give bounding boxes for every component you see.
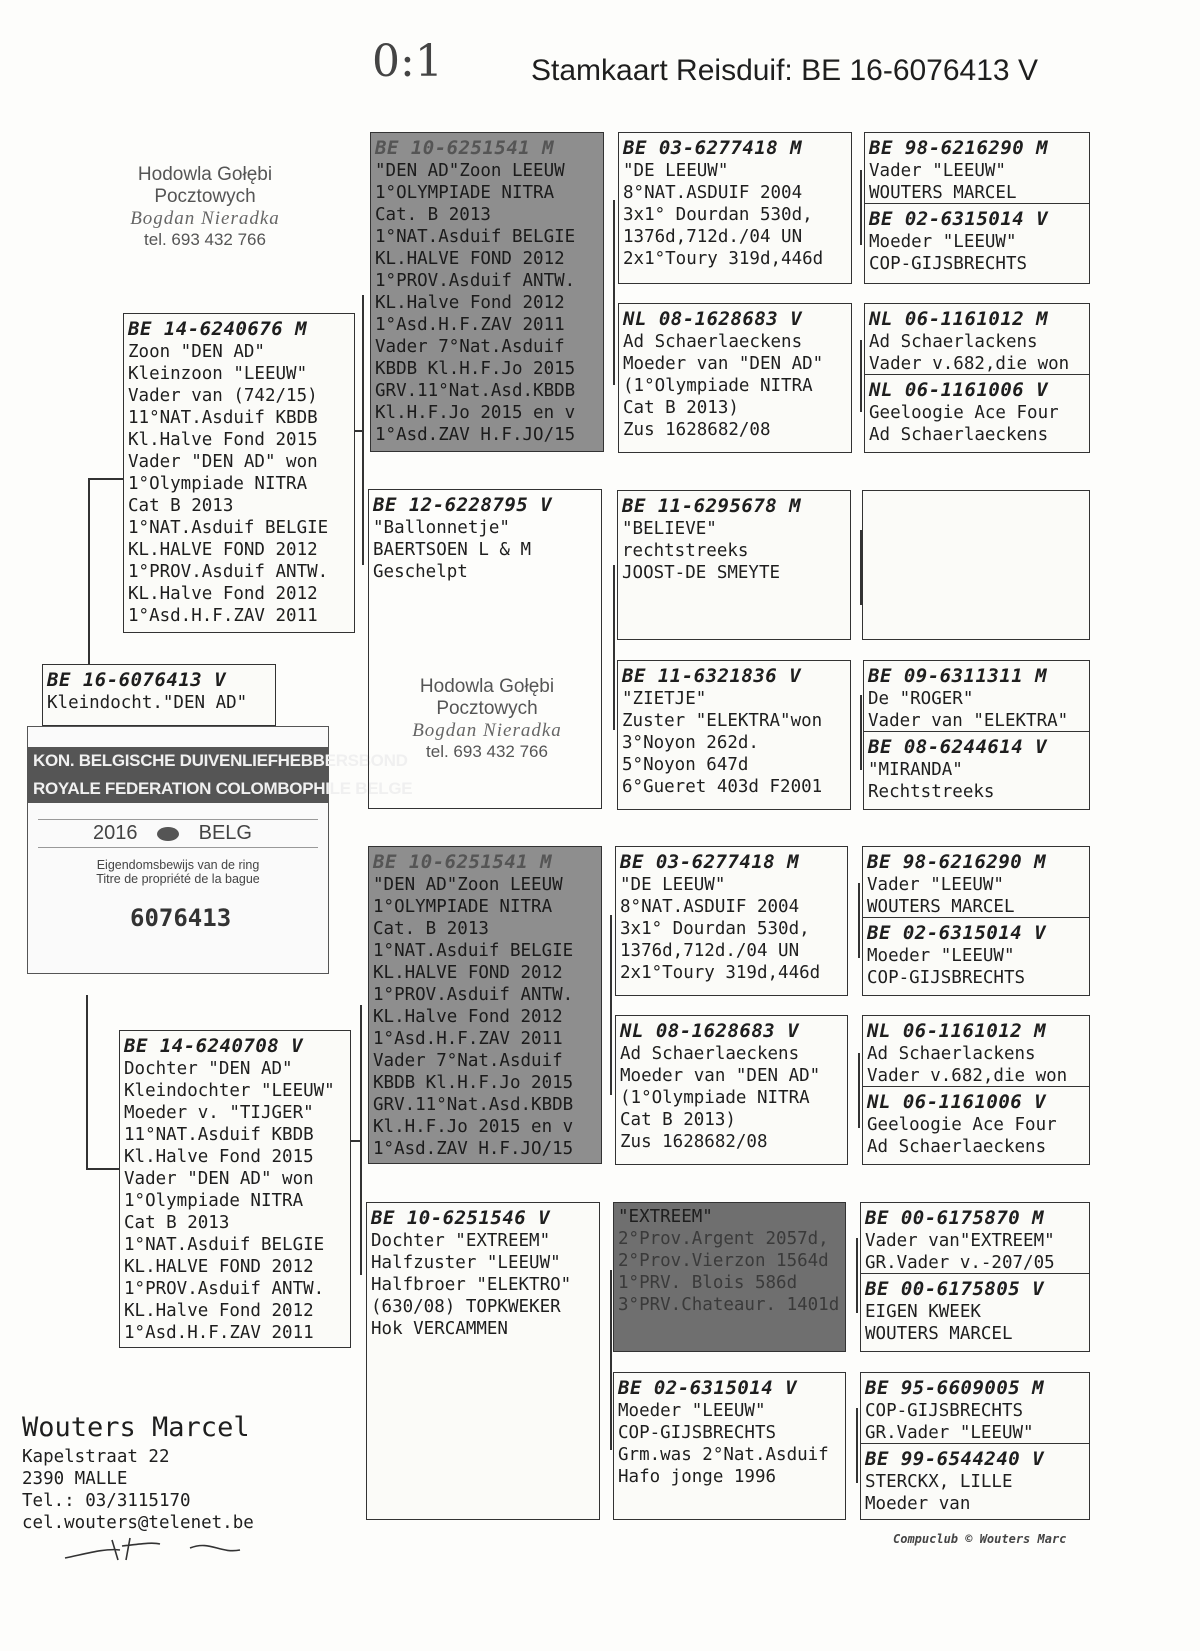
pedigree-line: Cat B 2013) [623,398,739,418]
gggp-dam [863,1086,1089,1161]
pedigree-line: 3°PRV.Chateaur. 1401d [618,1295,840,1315]
ring-number: BE 02-6315014 V [869,208,1049,230]
pedigree-line: 1°Asd.H.F.ZAV 2011 [375,315,565,335]
pedigree-line: Moeder v. "TIJGER" [124,1103,314,1123]
pedigree-line: 1°Olympiade NITRA [128,474,308,494]
ring-number: BE 99-6544240 V [865,1448,1045,1470]
stamp-line2: Bogdan Nieradka [412,720,562,741]
pedigree-line: 1°PROV.Asduif ANTW. [373,985,574,1005]
pedigree-line: "DE LEEUW" [620,875,726,895]
page-title: Stamkaart Reisduif: BE 16-6076413 V [531,54,1038,87]
pedigree-line: Hafo jonge 1996 [618,1467,777,1487]
ggp-box-7 [613,1202,846,1352]
owner-phone: Tel.: 03/3115170 [22,1491,191,1511]
pedigree-line: Moeder van [865,1494,971,1514]
pedigree-line: KL.Halve Fond 2012 [375,293,565,313]
handwritten-mark: 0:1 [372,36,443,87]
pedigree-line: 2x1°Toury 319d,446d [620,963,821,983]
pedigree-line: GRV.11°Nat.Asd.KBDB [373,1095,574,1115]
pedigree-line: Zoon "DEN AD" [128,342,265,362]
pedigree-line: 1°NAT.Asduif BELGIE [373,941,574,961]
pedigree-line: "DEN AD"Zoon LEEUW [375,161,565,181]
ring-number: BE 11-6295678 M [622,495,802,517]
subject-pigeon-box [42,664,276,726]
stamp-line3: tel. 693 432 766 [144,230,266,249]
federation-name-nl: KON. BELGISCHE DUIVENLIEFHEBBERSBOND [28,747,328,775]
pedigree-line: GR.Vader v.-207/05 [865,1253,1055,1273]
connector-line [858,883,860,958]
breeder-stamp-top [100,164,310,250]
pedigree-line: Vader v.682,die won [867,1066,1068,1086]
pedigree-line: Halfzuster "LEEUW" [371,1253,561,1273]
pedigree-line: Vader "DEN AD" won [128,452,318,472]
pedigree-line: 1°Asd.H.F.ZAV 2011 [373,1029,563,1049]
pedigree-line: rechtstreeks [622,541,749,561]
pedigree-line: "Ballonnetje" [373,518,510,538]
pedigree-line: GRV.11°Nat.Asd.KBDB [375,381,576,401]
pedigree-line: JOOST-DE SMEYTE [622,563,781,583]
footer-credit: Compuclub © Wouters Marc [893,1532,1067,1546]
ring-number: NL 06-1161012 M [867,1020,1047,1042]
pedigree-line: BAERTSOEN L & M [373,540,532,560]
ring-card-label-nl: Eigendomsbewijs van de ring [96,858,260,872]
pedigree-line: 3°Noyon 262d. [622,733,759,753]
pedigree-line: Moeder "LEEUW" [618,1401,766,1421]
pedigree-line: Zus 1628682/08 [620,1132,768,1152]
owner-street: Kapelstraat 22 [22,1447,170,1467]
connector-line [860,695,862,770]
ring-card-year-row [38,819,318,848]
stamp-line3: tel. 693 432 766 [426,742,548,761]
ring-number: BE 03-6277418 M [623,137,803,159]
pedigree-line: KBDB Kl.H.F.Jo 2015 [373,1073,574,1093]
pedigree-line: KBDB Kl.H.F.Jo 2015 [375,359,576,379]
pedigree-line: Rechtstreeks [868,782,995,802]
gggp-pair-5 [862,846,1090,996]
pedigree-line: Cat. B 2013 [375,205,491,225]
pedigree-line: Geschelpt [373,562,468,582]
pedigree-line: COP-GIJSBRECHTS [869,254,1028,274]
pedigree-line: 11°NAT.Asduif KBDB [124,1125,314,1145]
gggp-sire [865,304,1089,374]
ring-number: NL 06-1161012 M [869,308,1049,330]
pedigree-line: Cat B 2013 [128,496,234,516]
stamp-line2: Bogdan Nieradka [130,208,280,229]
pedigree-line: 11°NAT.Asduif KBDB [128,408,318,428]
pedigree-line: Vader van (742/15) [128,386,318,406]
owner-block [22,1410,254,1534]
owner-city: 2390 MALLE [22,1469,128,1489]
gggp-sire [863,1016,1089,1086]
ring-number: BE 14-6240708 V [124,1035,304,1057]
ring-number: BE 03-6277418 M [620,851,800,873]
ggp-box-3 [617,490,851,640]
pedigree-line: Cat B 2013 [124,1213,230,1233]
pedigree-line: 6°Gueret 403d F2001 [622,777,823,797]
gggp-dam [861,1273,1089,1348]
gggp-dam [865,374,1089,449]
ring-number: BE 10-6251541 M [375,137,555,159]
pedigree-line: Vader 7°Nat.Asduif [373,1051,563,1071]
pedigree-line: Kl.Halve Fond 2015 [124,1147,314,1167]
ring-card-number: 6076413 [130,904,232,932]
pedigree-line: 1°OLYMPIADE NITRA [375,183,555,203]
pedigree-line: 1°OLYMPIADE NITRA [373,897,553,917]
ring-number: NL 06-1161006 V [869,379,1049,401]
ggp-box-8 [613,1372,846,1520]
pedigree-line: KL.Halve Fond 2012 [124,1301,314,1321]
pedigree-line: (630/08) TOPKWEKER [371,1297,561,1317]
ring-year: 2016 [93,822,138,844]
ring-ownership-card [27,726,413,974]
gggp-pair-7 [860,1202,1090,1352]
pedigree-line: STERCKX, LILLE [865,1472,1013,1492]
ring-number: BE 98-6216290 M [869,137,1049,159]
gggp-pair-8 [860,1372,1090,1520]
pedigree-line: 1°PROV.Asduif ANTW. [128,562,329,582]
pedigree-line: 3x1° Dourdan 530d, [620,919,810,939]
pedigree-line: Cat B 2013) [620,1110,736,1130]
pedigree-line: Vader van "ELEKTRA" [868,711,1069,731]
ring-number: BE 02-6315014 V [618,1377,798,1399]
stamp-line1: Hodowla Gołębi Pocztowych [137,164,273,207]
connector-line [610,915,612,1095]
pedigree-line: "ZIETJE" [622,689,707,709]
pedigree-line: 1°Asd.ZAV H.F.JO/15 [375,425,576,445]
connector-line [860,340,862,412]
pedigree-line: 5°Noyon 647d [622,755,749,775]
pedigree-line: 1°Asd.H.F.ZAV 2011 [124,1323,314,1343]
pedigree-line: WOUTERS MARCEL [869,183,1017,203]
pedigree-line: "EXTREEM" [618,1207,713,1227]
pedigree-line: KL.HALVE FOND 2012 [375,249,565,269]
connector-line [613,565,615,730]
connector-line [88,478,90,664]
gggp-dam [864,731,1089,806]
pedigree-line: 1°NAT.Asduif BELGIE [128,518,329,538]
pedigree-line: Moeder "LEEUW" [869,232,1017,252]
pedigree-line: 1°PROV.Asduif ANTW. [124,1279,325,1299]
pedigree-line: Kl.H.F.Jo 2015 en v [373,1117,574,1137]
pedigree-line: 1376d,712d./04 UN [620,941,800,961]
pedigree-line: 1376d,712d./04 UN [623,227,803,247]
ggp-box-4 [617,660,851,810]
connector-line [350,1140,362,1142]
gggp-sire [861,1203,1089,1273]
pedigree-line: KL.HALVE FOND 2012 [128,540,318,560]
pedigree-line: 8°NAT.ASDUIF 2004 [623,183,803,203]
pedigree-line: COP-GIJSBRECHTS [867,968,1026,988]
pedigree-line: 1°NAT.Asduif BELGIE [124,1235,325,1255]
pedigree-line: Geeloogie Ace Four [869,403,1059,423]
ring-number: NL 06-1161006 V [867,1091,1047,1113]
grandsire-paternal-box [370,132,604,452]
ring-number: NL 08-1628683 V [620,1020,800,1042]
ggp-box-5 [615,846,848,996]
pedigree-line: Vader "DEN AD" won [124,1169,314,1189]
pedigree-line: KL.HALVE FOND 2012 [373,963,563,983]
ring-number: NL 08-1628683 V [623,308,803,330]
pedigree-line: Ad Schaerlaeckens [867,1137,1047,1157]
emblem-icon [157,827,179,841]
gggp-pair-3-empty [862,490,1090,640]
pedigree-line: Vader "LEEUW" [867,875,1004,895]
ring-number: BE 00-6175805 V [865,1278,1045,1300]
gggp-pair-6 [862,1015,1090,1165]
gggp-sire [865,133,1089,203]
grandsire-maternal-box [368,846,602,1164]
pedigree-line: Ad Schaerlaeckens [623,332,803,352]
pedigree-line: 1°PROV.Asduif ANTW. [375,271,576,291]
pedigree-line: 1°Asd.ZAV H.F.JO/15 [373,1139,574,1159]
pedigree-line: Ad Schaerlackens [869,332,1038,352]
connector-line [856,1408,858,1483]
pedigree-line: (1°Olympiade NITRA [623,376,813,396]
ring-number: BE 12-6228795 V [373,494,553,516]
granddam-maternal-box [366,1202,600,1520]
pedigree-line: De "ROGER" [868,689,974,709]
pedigree-line: Kl.Halve Fond 2015 [128,430,318,450]
connector-line [88,478,124,480]
pedigree-line: Vader 7°Nat.Asduif [375,337,565,357]
ggp-box-6 [615,1015,848,1165]
pedigree-line: KL.Halve Fond 2012 [128,584,318,604]
ggp-box-2 [618,303,852,453]
pedigree-line: Grm.was 2°Nat.Asduif [618,1445,829,1465]
connector-line [86,995,88,1170]
owner-name: Wouters Marcel [22,1412,250,1443]
pedigree-line: Kleindocht."DEN AD" [47,693,248,713]
pedigree-line: (1°Olympiade NITRA [620,1088,810,1108]
pedigree-line: Dochter "DEN AD" [124,1059,293,1079]
pedigree-line: 2°Prov.Argent 2057d, [618,1229,829,1249]
ring-number: BE 14-6240676 M [128,318,308,340]
pedigree-line: Moeder "LEEUW" [867,946,1015,966]
pedigree-line: 1°Olympiade NITRA [124,1191,304,1211]
pedigree-line: Vader "LEEUW" [869,161,1006,181]
owner-email: cel.wouters@telenet.be [22,1513,254,1533]
pedigree-line: Ad Schaerlaeckens [869,425,1049,445]
federation-name-fr: ROYALE FEDERATION COLOMBOPHILE BELGE [28,775,328,803]
gggp-pair-2 [864,303,1090,453]
ring-number: BE 08-6244614 V [868,736,1048,758]
pedigree-line: Zuster "ELEKTRA"won [622,711,823,731]
pedigree-line: 1°PRV. Blois 586d [618,1273,798,1293]
pedigree-line: Moeder van "DEN AD" [620,1066,821,1086]
ring-number: BE 98-6216290 M [867,851,1047,873]
pedigree-line: COP-GIJSBRECHTS [865,1401,1024,1421]
pedigree-line: EIGEN KWEEK [865,1302,981,1322]
connector-line [610,1270,612,1450]
connector-line [858,1053,860,1128]
pedigree-line: KL.Halve Fond 2012 [373,1007,563,1027]
ring-country: BELG [198,822,252,844]
pedigree-line: Kl.H.F.Jo 2015 en v [375,403,576,423]
sire-box [123,313,355,633]
connector-line [354,430,364,432]
dam-box [119,1030,351,1348]
connector-line [856,1238,858,1313]
pedigree-line: Kleindochter "LEEUW" [124,1081,335,1101]
pedigree-line: Cat. B 2013 [373,919,489,939]
pedigree-line: Kleinzoon "LEEUW" [128,364,308,384]
pedigree-line: 2°Prov.Vierzon 1564d [618,1251,829,1271]
connector-line [86,1168,121,1170]
stamp-line1: Hodowla Gołębi Pocztowych [419,676,555,719]
gggp-pair-1 [864,132,1090,284]
signature [60,1530,250,1564]
pedigree-line: Vader van"EXTREEM" [865,1231,1055,1251]
pedigree-line: WOUTERS MARCEL [865,1324,1013,1344]
gggp-sire [864,661,1089,731]
pedigree-line: Hok VERCAMMEN [371,1319,508,1339]
gggp-sire [863,847,1089,917]
ring-number: BE 10-6251541 M [373,851,553,873]
pedigree-line: Zus 1628682/08 [623,420,771,440]
pedigree-line: 1°Asd.H.F.ZAV 2011 [128,606,318,626]
ring-number: BE 09-6311311 M [868,665,1048,687]
ring-number: BE 95-6609005 M [865,1377,1045,1399]
pedigree-line: KL.HALVE FOND 2012 [124,1257,314,1277]
ring-number: BE 16-6076413 V [47,669,227,691]
gggp-pair-4 [863,660,1090,810]
pedigree-line: 3x1° Dourdan 530d, [623,205,813,225]
pedigree-line: "DE LEEUW" [623,161,729,181]
pedigree-line: "DEN AD"Zoon LEEUW [373,875,563,895]
ring-number: BE 11-6321836 V [622,665,802,687]
pedigree-line: WOUTERS MARCEL [867,897,1015,917]
ggp-box-1 [618,132,852,284]
pedigree-line: 8°NAT.ASDUIF 2004 [620,897,800,917]
pedigree-line: Ad Schaerlackens [867,1044,1036,1064]
ring-card-label-fr: Titre de propriété de la bague [96,872,260,886]
pedigree-line: Moeder van "DEN AD" [623,354,824,374]
ring-number: BE 10-6251546 V [371,1207,551,1229]
pedigree-line: "MIRANDA" [868,760,963,780]
pedigree-line: "BELIEVE" [622,519,717,539]
pedigree-line: COP-GIJSBRECHTS [618,1423,777,1443]
gggp-dam [865,203,1089,278]
pedigree-line: 1°NAT.Asduif BELGIE [375,227,576,247]
pedigree-line: Dochter "EXTREEM" [371,1231,551,1251]
gggp-dam [863,917,1089,992]
granddam-paternal-box [368,489,602,809]
connector-line [613,200,615,385]
pedigree-line: Halfbroer "ELEKTRO" [371,1275,572,1295]
gggp-sire [861,1373,1089,1443]
connector-line [860,170,862,245]
gggp-dam [861,1443,1089,1518]
pedigree-line: Vader v.682,die won [869,354,1070,374]
pedigree-line: 2x1°Toury 319d,446d [623,249,824,269]
pedigree-line: Ad Schaerlaeckens [620,1044,800,1064]
pedigree-line: GR.Vader "LEEUW" [865,1423,1034,1443]
ring-number: BE 02-6315014 V [867,922,1047,944]
pedigree-line: Geeloogie Ace Four [867,1115,1057,1135]
ring-number: BE 00-6175870 M [865,1207,1045,1229]
